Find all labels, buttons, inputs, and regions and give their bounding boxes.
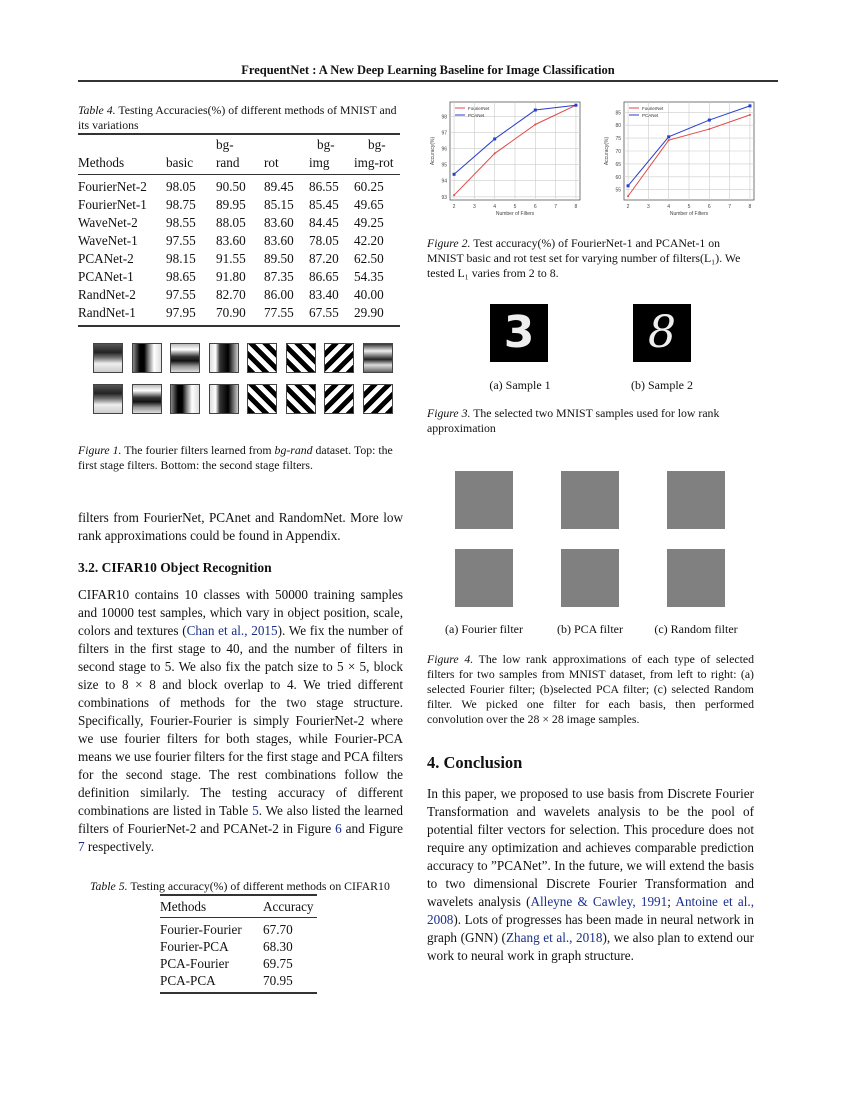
text: ). Lots of progresses has been made in neural network in graph (GNN) ( [427, 912, 754, 945]
table-row [160, 972, 317, 989]
y-tick-label: 95 [441, 162, 447, 169]
value-cell: 98.55 [166, 215, 196, 230]
table4 [78, 133, 400, 327]
fourier-filter-image [324, 384, 354, 414]
col-head-top: bg- [317, 137, 335, 152]
table5-caption-label: Table 5. [90, 879, 128, 893]
col-head-top [78, 136, 166, 154]
value-cell: 90.50 [216, 179, 246, 194]
figure1-caption-text: The fourier filters learned from [121, 443, 275, 457]
figure3-caption [427, 406, 754, 436]
value-cell: 89.95 [216, 197, 246, 212]
chart-basic [428, 96, 593, 218]
header-rule [78, 80, 778, 82]
x-tick-label: 4 [493, 204, 497, 210]
figure4-caption [427, 652, 754, 727]
value-cell: 88.05 [216, 215, 246, 230]
value-cell: 29.90 [354, 305, 384, 320]
fourier-filter-image [209, 343, 239, 373]
col-head-methods: Methods [78, 155, 125, 170]
figure1-caption [78, 443, 403, 473]
y-tick-label: 97 [441, 130, 447, 137]
table-row [160, 921, 317, 938]
pca-filter-sample2-image [561, 549, 619, 607]
col-head-bg-rand: rand [216, 155, 240, 170]
table-row [78, 250, 400, 268]
table-row [78, 268, 400, 286]
mnist-sample-2-image [633, 304, 691, 362]
figure4-caption-text: The low rank approximations of each type of selected filters for two samples from MNIST dataset, from left to right: (a) selected Fourier filter; (b)selected PCA filter; (c) selected Random filter. We picked one filter for each basis, then performed convolution over the 28 × 28 image samples. [427, 652, 755, 726]
method-cell: PCANet-2 [78, 251, 134, 266]
table4-caption-text: Testing Accuracies(%) of different methods of MNIST and its variations [78, 103, 397, 132]
table-row [160, 938, 317, 955]
value-cell: 85.15 [264, 197, 294, 212]
subcaption-sample-2: (b) Sample 2 [631, 378, 693, 392]
value-cell: 91.80 [216, 269, 246, 284]
y-tick-label: 85 [615, 110, 621, 117]
fourier-filter-image [170, 343, 200, 373]
value-cell: 77.55 [264, 305, 294, 320]
x-tick-label: 5 [513, 204, 517, 210]
col-head-top: bg- [368, 137, 386, 152]
legend-label: PCANet [642, 112, 659, 118]
value-cell: 70.90 [216, 305, 246, 320]
x-tick-label: 8 [574, 204, 578, 210]
figure3-caption-text: The selected two MNIST samples used for low rank approximation [427, 406, 720, 435]
text: ; [667, 894, 676, 909]
value-cell: 98.75 [166, 197, 196, 212]
value-cell: 83.60 [216, 233, 246, 248]
value-cell: 83.40 [309, 287, 339, 302]
method-cell: FourierNet-1 [78, 197, 147, 212]
table-row [78, 304, 400, 322]
col-head-top: bg- [216, 137, 234, 152]
table4-bottom-rule [78, 325, 400, 327]
digit-glyph: 3 [503, 307, 535, 358]
fourier-filter-image [324, 343, 354, 373]
col-head-basic: basic [166, 155, 194, 170]
method-cell: PCA-Fourier [160, 956, 229, 971]
figure1-filters [93, 343, 403, 418]
value-cell: 49.25 [354, 215, 384, 230]
table4-grid [78, 136, 400, 327]
table5-mid-rule [160, 917, 317, 918]
subcaption-sample-1: (a) Sample 1 [489, 378, 551, 392]
paragraph-cifar10 [78, 586, 403, 856]
table-row [78, 214, 400, 232]
value-cell: 54.35 [354, 269, 384, 284]
value-cell: 98.65 [166, 269, 196, 284]
fourier-filter-image [170, 384, 200, 414]
subcaption-pca: (b) PCA filter [557, 622, 623, 636]
random-filter-sample2-image [667, 549, 725, 607]
method-cell: PCANet-1 [78, 269, 134, 284]
table5 [160, 894, 317, 994]
fourier-filter-image [286, 343, 316, 373]
table-row [78, 196, 400, 214]
col-head-accuracy: Accuracy [263, 899, 314, 914]
value-cell: 86.65 [309, 269, 339, 284]
x-axis-label: Number of Filters [495, 211, 535, 217]
citation-link[interactable]: Antoine et al., 2008 [427, 894, 754, 927]
table4-mid-rule [78, 174, 400, 175]
col-head-bg-img-rot: img-rot [354, 155, 394, 170]
value-cell: 98.05 [166, 179, 196, 194]
x-axis-label: Number of Filters [669, 211, 709, 217]
table4-caption-label: Table 4. [78, 103, 116, 117]
y-tick-label: 80 [615, 123, 621, 130]
figure1-caption-italic: bg-rand [274, 443, 313, 457]
value-cell: 86.00 [264, 287, 294, 302]
value-cell: 67.55 [309, 305, 339, 320]
y-tick-label: 60 [615, 174, 621, 181]
method-cell: Fourier-Fourier [160, 922, 242, 937]
y-axis-label: Accuracy(%) [604, 136, 610, 166]
value-cell: 97.55 [166, 287, 196, 302]
section-heading-conclusion: 4. Conclusion [427, 753, 523, 772]
y-tick-label: 98 [441, 114, 447, 121]
method-cell: RandNet-2 [78, 287, 136, 302]
value-cell: 85.45 [309, 197, 339, 212]
figure1-caption-label: Figure 1. [78, 443, 122, 457]
fourier-filter-image [93, 384, 123, 414]
legend-label: FourierNet [642, 105, 664, 111]
table5-grid [160, 898, 317, 994]
col-head-rot: rot [264, 155, 279, 170]
table-row [78, 232, 400, 250]
table4-header-top [78, 136, 400, 154]
y-tick-label: 75 [615, 136, 621, 143]
y-tick-label: 70 [615, 149, 621, 155]
x-tick-label: 6 [533, 204, 537, 210]
method-cell: FourierNet-2 [78, 179, 147, 194]
x-tick-label: 3 [472, 204, 476, 210]
y-axis-label: Accuracy(%) [430, 136, 436, 166]
value-cell: 78.05 [309, 233, 339, 248]
citation-link[interactable]: Alleyne & Cawley, 1991 [530, 894, 668, 909]
text: respectively. [84, 839, 155, 854]
text: . We also listed the learned filters of FourierNet-2 and PCANet-2 in Figure [78, 803, 403, 836]
y-tick-label: 96 [441, 146, 447, 153]
fourier-filter-image [363, 384, 393, 414]
col-head-bg-img: img [309, 155, 330, 170]
x-tick-label: 3 [646, 204, 650, 210]
y-tick-label: 55 [615, 187, 621, 194]
value-cell: 87.35 [264, 269, 294, 284]
value-cell: 40.00 [354, 287, 384, 302]
text: In this paper, we proposed to use basis from Discrete Fourier Transformation and wavelets analysis to be the pool of potential filter vectors for selection. This procedure does not require any optimization and achieves comparable prediction accuracy to ”PCANet”. In the future, we will extend the basis to two dimensional Discrete Fourier Transformation and wavelets analysis ( [427, 786, 754, 909]
section-heading-3-2: 3.2. CIFAR10 Object Recognition [78, 560, 272, 575]
pca-filter-sample1-image [561, 471, 619, 529]
value-cell: 97.95 [166, 305, 196, 320]
table5-bottom-rule [160, 992, 317, 994]
y-tick-label: 93 [441, 194, 447, 201]
fourier-filter-image [363, 343, 393, 373]
accuracy-cell: 68.30 [263, 939, 293, 954]
table5-top-rule [160, 894, 317, 896]
table4-caption [78, 103, 403, 133]
figure2-caption-text: Test accuracy(%) of FourierNet-1 and PCANet-1 on MNIST basic and rot test set for varying number of filters(L₁). We tested L₁ varies from 2 to 8. [427, 236, 741, 280]
method-cell: PCA-PCA [160, 973, 216, 988]
x-tick-label: 7 [728, 204, 732, 210]
subcaption-random: (c) Random filter [654, 622, 738, 636]
col-head-top [264, 136, 309, 154]
value-cell: 83.60 [264, 215, 294, 230]
value-cell: 89.50 [264, 251, 294, 266]
figure3-caption-label: Figure 3. [427, 406, 471, 420]
citation-link[interactable]: Zhang et al., 2018 [505, 930, 603, 945]
fourier-filter-image [132, 343, 162, 373]
value-cell: 84.45 [309, 215, 339, 230]
figure4-caption-label: Figure 4. [427, 652, 474, 666]
paragraph: filters from FourierNet, PCAnet and RandomNet. More low rank approximations could be found in Appendix. [78, 510, 403, 543]
x-tick-label: 5 [687, 204, 691, 210]
table-row [160, 955, 317, 972]
value-cell: 60.25 [354, 179, 384, 194]
fourier-filter-sample2-image [455, 549, 513, 607]
method-cell: WaveNet-2 [78, 215, 138, 230]
figure-ref-link[interactable]: 7 [78, 839, 85, 854]
subcaption-fourier: (a) Fourier filter [445, 622, 523, 636]
accuracy-cell: 69.75 [263, 956, 293, 971]
x-tick-label: 4 [667, 204, 671, 210]
citation-link[interactable]: Chan et al., 2015 [186, 623, 278, 638]
table5-caption-text: Testing accuracy(%) of different methods on CIFAR10 [127, 879, 390, 893]
value-cell: 49.65 [354, 197, 384, 212]
text: ). We fix the number of filters in the first stage to 40, and the number of filters in second stage to 5. We also fix the patch size to 5 × 5, block size to 8 × 8 and block overlap to 4. We tried different combinations of methods for the two stage structure. Specifically, Fourier-Fourier is simply FourierNet-2 where we use fourier filters for both stages, while Fourier-PCA means we use fourier filters for the first stage and PCA filters for the second stage. The rest combinations follow the definition similarly. The testing accuracy of different combinations are listed in Table [78, 623, 403, 818]
x-tick-label: 8 [748, 204, 752, 210]
fourier-filter-image [247, 384, 277, 414]
x-tick-label: 7 [554, 204, 558, 210]
col-head-methods: Methods [160, 899, 207, 914]
fourier-filter-image [93, 343, 123, 373]
table4-header-bottom [78, 154, 400, 172]
chart-rot [602, 96, 767, 218]
fourier-filter-image [132, 384, 162, 414]
value-cell: 97.55 [166, 233, 196, 248]
running-header: FrequentNet : A New Deep Learning Baseline for Image Classification [241, 63, 615, 77]
value-cell: 91.55 [216, 251, 246, 266]
table-row [78, 286, 400, 304]
col-head-top [166, 136, 216, 154]
table5-caption [90, 879, 410, 894]
legend-label: FourierNet [468, 105, 490, 111]
value-cell: 42.20 [354, 233, 384, 248]
y-tick-label: 65 [615, 161, 621, 168]
text: CIFAR10 contains 10 classes with 50000 training samples and 10000 test samples, which vary in object position, scale, colors and textures ( [78, 587, 403, 638]
value-cell: 83.60 [264, 233, 294, 248]
text: ), we also plan to extend our work to neural work in graph structure. [427, 930, 754, 963]
paragraph-conclusion [427, 785, 754, 965]
x-tick-label: 6 [707, 204, 711, 210]
x-tick-label: 2 [626, 204, 630, 210]
value-cell: 89.45 [264, 179, 294, 194]
method-cell: WaveNet-1 [78, 233, 138, 248]
accuracy-cell: 67.70 [263, 922, 293, 937]
x-tick-label: 2 [452, 204, 456, 210]
value-cell: 82.70 [216, 287, 246, 302]
legend-label: PCANet [468, 112, 485, 118]
digit-glyph: 8 [648, 307, 676, 358]
table-ref-link[interactable]: 5 [252, 803, 259, 818]
value-cell: 98.15 [166, 251, 196, 266]
method-cell: Fourier-PCA [160, 939, 229, 954]
fourier-filter-sample1-image [455, 471, 513, 529]
figure2-caption-label: Figure 2. [427, 236, 471, 250]
value-cell: 86.55 [309, 179, 339, 194]
figure2-caption [427, 236, 754, 281]
fourier-filter-image [286, 384, 316, 414]
text: and Figure [341, 821, 403, 836]
accuracy-cell: 70.95 [263, 973, 293, 988]
random-filter-sample1-image [667, 471, 725, 529]
mnist-sample-1-image [490, 304, 548, 362]
figure1-caption-text: dataset. Top: the first stage filters. Bottom: the second stage filters. [78, 443, 393, 472]
method-cell: RandNet-1 [78, 305, 136, 320]
value-cell: 62.50 [354, 251, 384, 266]
fourier-filter-image [209, 384, 239, 414]
value-cell: 87.20 [309, 251, 339, 266]
y-tick-label: 94 [441, 178, 447, 185]
figure-ref-link[interactable]: 6 [335, 821, 342, 836]
table4-top-rule [78, 133, 400, 135]
fourier-filter-image [247, 343, 277, 373]
table-row [78, 178, 400, 196]
